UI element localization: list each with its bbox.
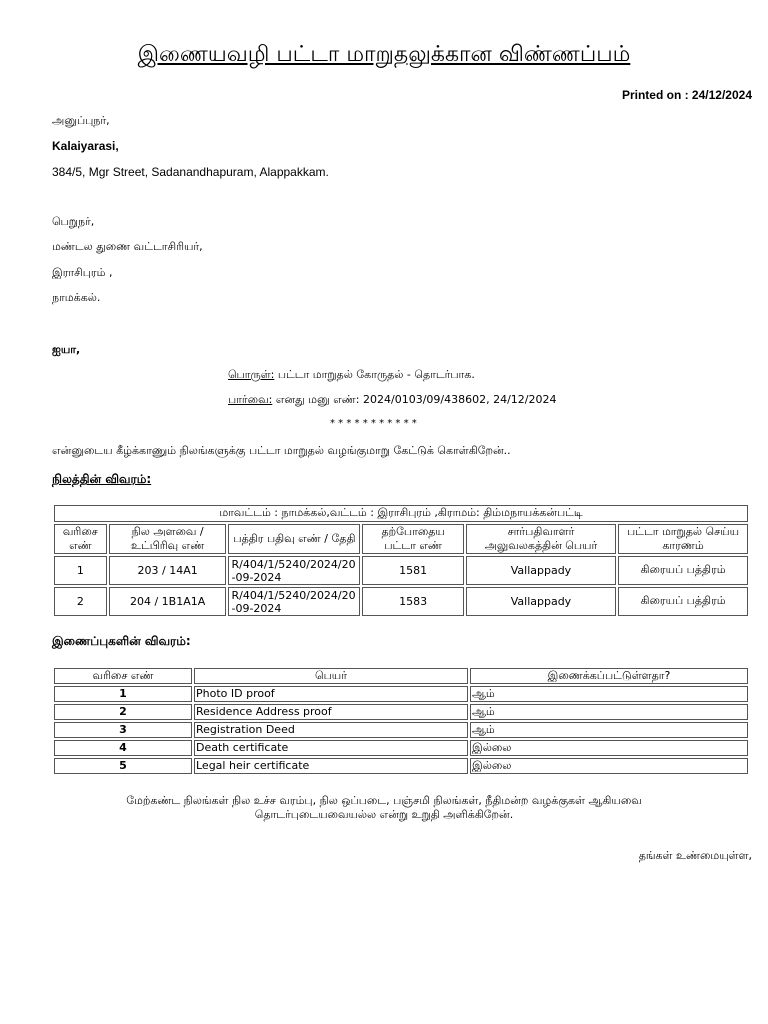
attach-cell-name: Residence Address proof — [194, 704, 468, 720]
subject-label: பொருள்: — [228, 368, 275, 381]
attach-cell-status: இல்லை — [470, 758, 748, 774]
table-row — [54, 704, 748, 720]
table-row — [54, 722, 748, 738]
attach-cell-serial: 3 — [54, 722, 192, 738]
table-row — [54, 740, 748, 756]
printed-date: Printed on : 24/12/2024 — [621, 88, 752, 102]
reference-line — [228, 393, 557, 408]
attach-header-attached: இணைக்கப்பட்டுள்ளதா? — [470, 668, 748, 684]
attach-header-name: பெயர் — [194, 668, 468, 684]
land-header-deed: பத்திர பதிவு எண் / தேதி — [228, 524, 360, 554]
attach-cell-name: Death certificate — [194, 740, 468, 756]
land-cell-patta: 1583 — [362, 587, 463, 616]
land-header-survey: நில அளவை /உட்பிரிவு எண் — [109, 524, 227, 554]
attach-cell-serial: 4 — [54, 740, 192, 756]
land-cell-reason: கிரையப் பத்திரம் — [618, 556, 748, 585]
attach-cell-serial: 2 — [54, 704, 192, 720]
attach-cell-status: இல்லை — [470, 740, 748, 756]
land-cell-office: Vallappady — [466, 556, 616, 585]
attach-cell-name: Legal heir certificate — [194, 758, 468, 774]
page-title: இணையவழி பட்டா மாறுதலுக்கான விண்ணப்பம் — [137, 42, 631, 67]
land-header-patta: தற்போதைய பட்டா எண் — [362, 524, 463, 554]
attach-cell-serial: 5 — [54, 758, 192, 774]
land-cell-deed: R/404/1/5240/2024/20-09-2024 — [228, 587, 360, 616]
attach-cell-name: Photo ID proof — [194, 686, 468, 702]
land-cell-deed: R/404/1/5240/2024/20-09-2024 — [228, 556, 360, 585]
attach-cell-status: ஆம் — [470, 686, 748, 702]
land-cell-patta: 1581 — [362, 556, 463, 585]
attach-cell-status: ஆம் — [470, 704, 748, 720]
table-row — [54, 758, 748, 774]
subject-text: பட்டா மாறுதல் கோருதல் - தொடர்பாக. — [274, 368, 475, 381]
land-details-heading: நிலத்தின் விவரம்: — [52, 472, 152, 486]
land-header-office: சார்பதிவாளர் அலுவலகத்தின் பெயர் — [466, 524, 616, 554]
reference-text: எனது மனு எண்: 2024/0103/09/438602, 24/12/2024 — [272, 393, 557, 406]
table-row — [54, 556, 748, 585]
sender-name: Kalaiyarasi, — [52, 139, 119, 153]
receiver-label: பெறுநர், — [52, 215, 95, 228]
subject-line — [228, 368, 475, 383]
salutation: ஐயா, — [52, 343, 81, 356]
land-details-table — [52, 503, 750, 618]
attach-cell-serial: 1 — [54, 686, 192, 702]
declaration-line-1: மேற்கண்ட நிலங்கள் நில உச்ச வரம்பு, நில ஒப்படை, பஞ்சமி நிலங்கள், நீதிமன்ற வழக்குகள் ஆகியவை — [126, 794, 642, 807]
land-cell-office: Vallappady — [466, 587, 616, 616]
request-text: என்னுடைய கீழ்க்காணும் நிலங்களுக்கு பட்டா மாறுதல் வழங்குமாறு கேட்டுக் கொள்கிறேன்.. — [52, 444, 511, 457]
attach-header-serial: வரிசை எண் — [54, 668, 192, 684]
land-header-reason: பட்டா மாறுதல் செய்ய காரணம் — [618, 524, 748, 554]
table-row — [54, 587, 748, 616]
receiver-line-1: மண்டல துணை வட்டாசிரியர், — [52, 240, 203, 253]
attachments-table — [52, 666, 750, 776]
receiver-line-3: நாமக்கல். — [52, 291, 101, 304]
sender-address: 384/5, Mgr Street, Sadanandhapuram, Alappakkam. — [52, 165, 329, 179]
sender-label: அனுப்புநர், — [52, 114, 110, 127]
land-cell-survey: 203 / 14A1 — [109, 556, 227, 585]
land-header-serial: வரிசை எண் — [54, 524, 107, 554]
land-cell-survey: 204 / 1B1A1A — [109, 587, 227, 616]
reference-label: பார்வை: — [228, 393, 273, 406]
table-row — [54, 686, 748, 702]
attachments-heading: இணைப்புகளின் விவரம்: — [52, 634, 191, 648]
land-cell-serial: 2 — [54, 587, 107, 616]
receiver-line-2: இராசிபுரம் , — [52, 266, 113, 279]
land-cell-reason: கிரையப் பத்திரம் — [618, 587, 748, 616]
attach-cell-name: Registration Deed — [194, 722, 468, 738]
land-cell-serial: 1 — [54, 556, 107, 585]
separator-stars: * * * * * * * * * * * — [330, 418, 417, 429]
declaration-line-2: தொடர்புடையவையல்ல என்று உறுதி அளிக்கிறேன். — [254, 808, 514, 821]
closing-text: தங்கள் உண்மையுள்ள, — [638, 849, 752, 862]
attach-cell-status: ஆம் — [470, 722, 748, 738]
land-location-caption: மாவட்டம் : நாமக்கல்,வட்டம் : இராசிபுரம் ,கிராமம்: திம்மநாயக்கன்பட்டி — [54, 505, 748, 522]
